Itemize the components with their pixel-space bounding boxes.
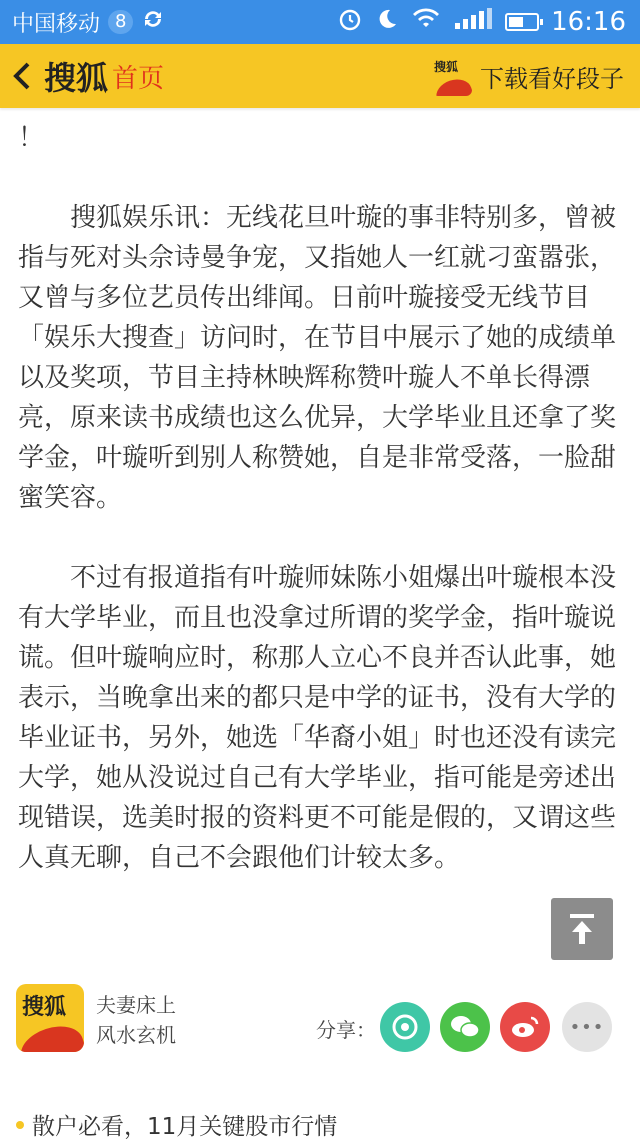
status-bar [0, 0, 640, 44]
share-wechat-button[interactable] [440, 1002, 490, 1052]
share-moments-button[interactable] [380, 1002, 430, 1052]
carrier-label: 中国移动 [12, 11, 101, 37]
signal-icon [453, 7, 493, 37]
weibo-icon [509, 1013, 541, 1041]
article-paragraph: 搜狐娱乐讯：无线花旦叶璇的事非特别多，曾被指与死对头佘诗曼争宠，又指她人一红就刁蛮嚣张，又曾与多位艺员传出绯闻。日前叶璇接受无线节目「娱乐大搜查」访问时，在节目中展示了她的成绩单以及奖项，节目主持林映辉称赞叶璇人不单长得漂亮，原来读书成绩也这么优异，大学毕业且还拿了奖学金，叶璇听到别人称赞她，自是非常受落，一脸甜蜜笑容。 [18, 203, 617, 513]
article-footer [0, 970, 640, 1070]
sohu-app-logo-icon[interactable]: 搜狐 [16, 984, 84, 1052]
back-to-top-button[interactable] [551, 898, 613, 960]
battery-icon [505, 13, 539, 31]
share-more-button[interactable] [562, 1002, 612, 1052]
article-paragraph: 不过有报道指有叶璇师妹陈小姐爆出叶璇根本没有大学毕业，而且也没拿过所谓的奖学金，指叶璇说谎。但叶璇响应时，称那人立心不良并否认此事，她表示，当晚拿出来的都只是中学的证书，没有大学的毕业证书，另外，她选「华裔小姐」时也还没有读完大学，她从没说过自己有大学毕业，指可能是旁述出现错误，选美时报的资料更不可能是假的，又谓这些人真无聊，自己不会跟他们计较太多。 [18, 563, 617, 873]
camera-aperture-icon [390, 1012, 420, 1042]
back-button[interactable] [0, 44, 44, 108]
notification-badge: 8 [108, 10, 133, 34]
home-link[interactable]: 首页 [112, 63, 165, 94]
download-label: 下载看好段子 [480, 64, 624, 93]
sohu-logo-icon: 搜狐 [432, 56, 472, 96]
alarm-icon [337, 6, 363, 38]
brand-title: 搜狐 [44, 59, 109, 97]
article-body [18, 118, 622, 878]
share-label: 分享： [316, 1018, 376, 1042]
download-app-link[interactable] [432, 56, 640, 96]
more-icon: ••• [569, 1016, 605, 1038]
moon-icon [375, 7, 399, 37]
news-list-item[interactable] [16, 1108, 337, 1141]
share-weibo-button[interactable] [500, 1002, 550, 1052]
bullet-dot [16, 1121, 24, 1129]
wifi-icon [411, 7, 441, 37]
app-header [0, 44, 640, 108]
arrow-up-to-top-icon [567, 912, 597, 946]
wechat-icon [449, 1013, 481, 1041]
news-title: 散户必看，11月关键股市行情 [32, 1114, 338, 1140]
promo-text[interactable]: 夫妻床上 风水玄机 [96, 993, 176, 1047]
clock: 16:16 [551, 7, 626, 37]
text-fragment: ！ [18, 123, 45, 153]
chevron-left-icon [11, 61, 33, 91]
sync-icon [141, 7, 165, 37]
